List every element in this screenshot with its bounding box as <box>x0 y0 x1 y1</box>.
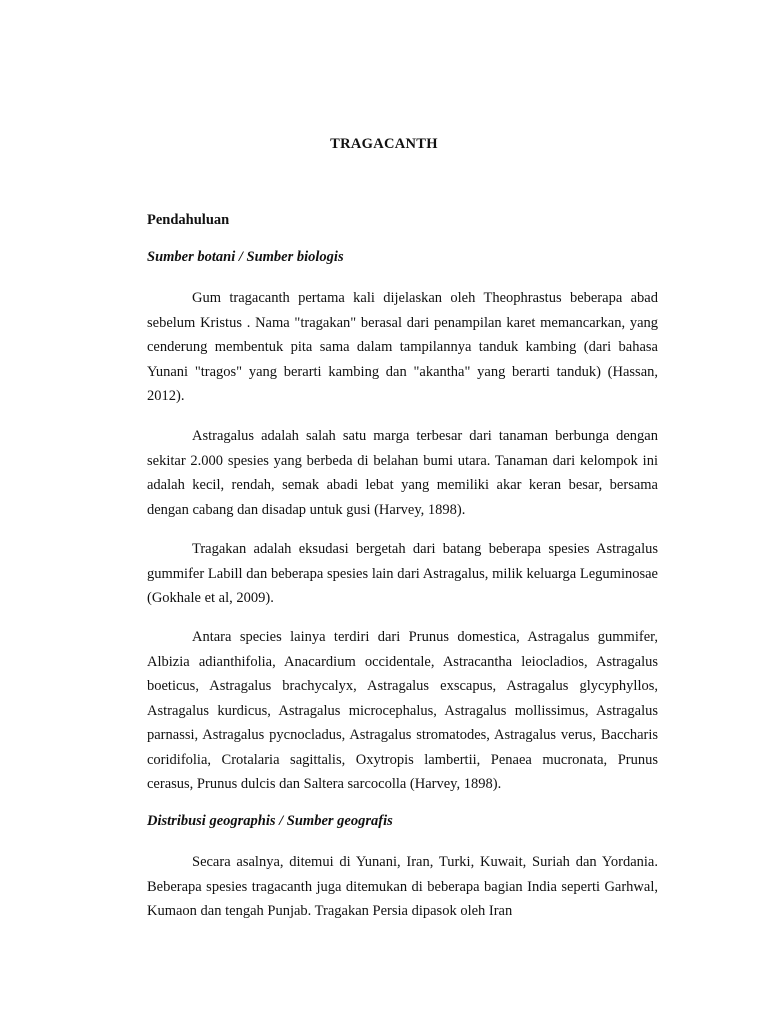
document-title: TRAGACANTH <box>330 136 438 152</box>
subsection-heading-geographic: Distribusi geographis / Sumber geografis <box>147 813 393 829</box>
paragraph-distribution: Secara asalnya, ditemui di Yunani, Iran, Turki, Kuwait, Suriah dan Yordania. Beberapa spesies tragacanth juga ditemukan di beberapa bagian India seperti Garhwal, Kumaon dan tengah Punjab. Tragakan Persia dipasok oleh Iran <box>147 854 658 919</box>
paragraph-tragakan: Tragakan adalah eksudasi bergetah dari batang beberapa spesies Astragalus gummifer Labill dan beberapa spesies lain dari Astragalus, milik keluarga Leguminosae (Gokhale et al, 2009). <box>147 541 658 606</box>
paragraph-astragalus: Astragalus adalah salah satu marga terbesar dari tanaman berbunga dengan sekitar 2.000 spesies yang berbeda di belahan bumi utara. Tanaman dari kelompok ini adalah kecil, rendah, semak abadi lebat yang memiliki akar keran besar, bersama dengan cabang dan disadap untuk gusi (Harvey, 1898). <box>147 428 658 518</box>
paragraph-history: Gum tragacanth pertama kali dijelaskan oleh Theophrastus beberapa abad sebelum Kristus . Nama "tragakan" berasal dari penampilan karet memancarkan, yang cenderung membentuk pita sama dalam tampilannya tanduk kambing (dari bahasa Yunani "tragos" yang berarti kambing dan "akantha" yang berarti tanduk) (Hassan, 2012). <box>147 290 658 404</box>
subsection-heading-botanical: Sumber botani / Sumber biologis <box>147 249 344 265</box>
paragraph-species-list: Antara species lainya terdiri dari Prunus domestica, Astragalus gummifer, Albizia adianthifolia, Anacardium occidentale, Astracantha leiocladios, Astragalus boeticus, Astragalus brachycalyx, Astragalus exscapus, Astragalus glycyphyllos, Astragalus kurdicus, Astragalus microcephalus, Astragalus mollissimus, Astragalus parnassi, Astragalus pycnocladus, Astragalus stromatodes, Astragalus verus, Baccharis coridifolia, Crotalaria sagittalis, Oxytropis lambertii, Penaea mucronata, Prunus cerasus, Prunus dulcis dan Saltera sarcocolla (Harvey, 1898). <box>147 629 658 792</box>
section-heading-intro: Pendahuluan <box>147 212 230 228</box>
